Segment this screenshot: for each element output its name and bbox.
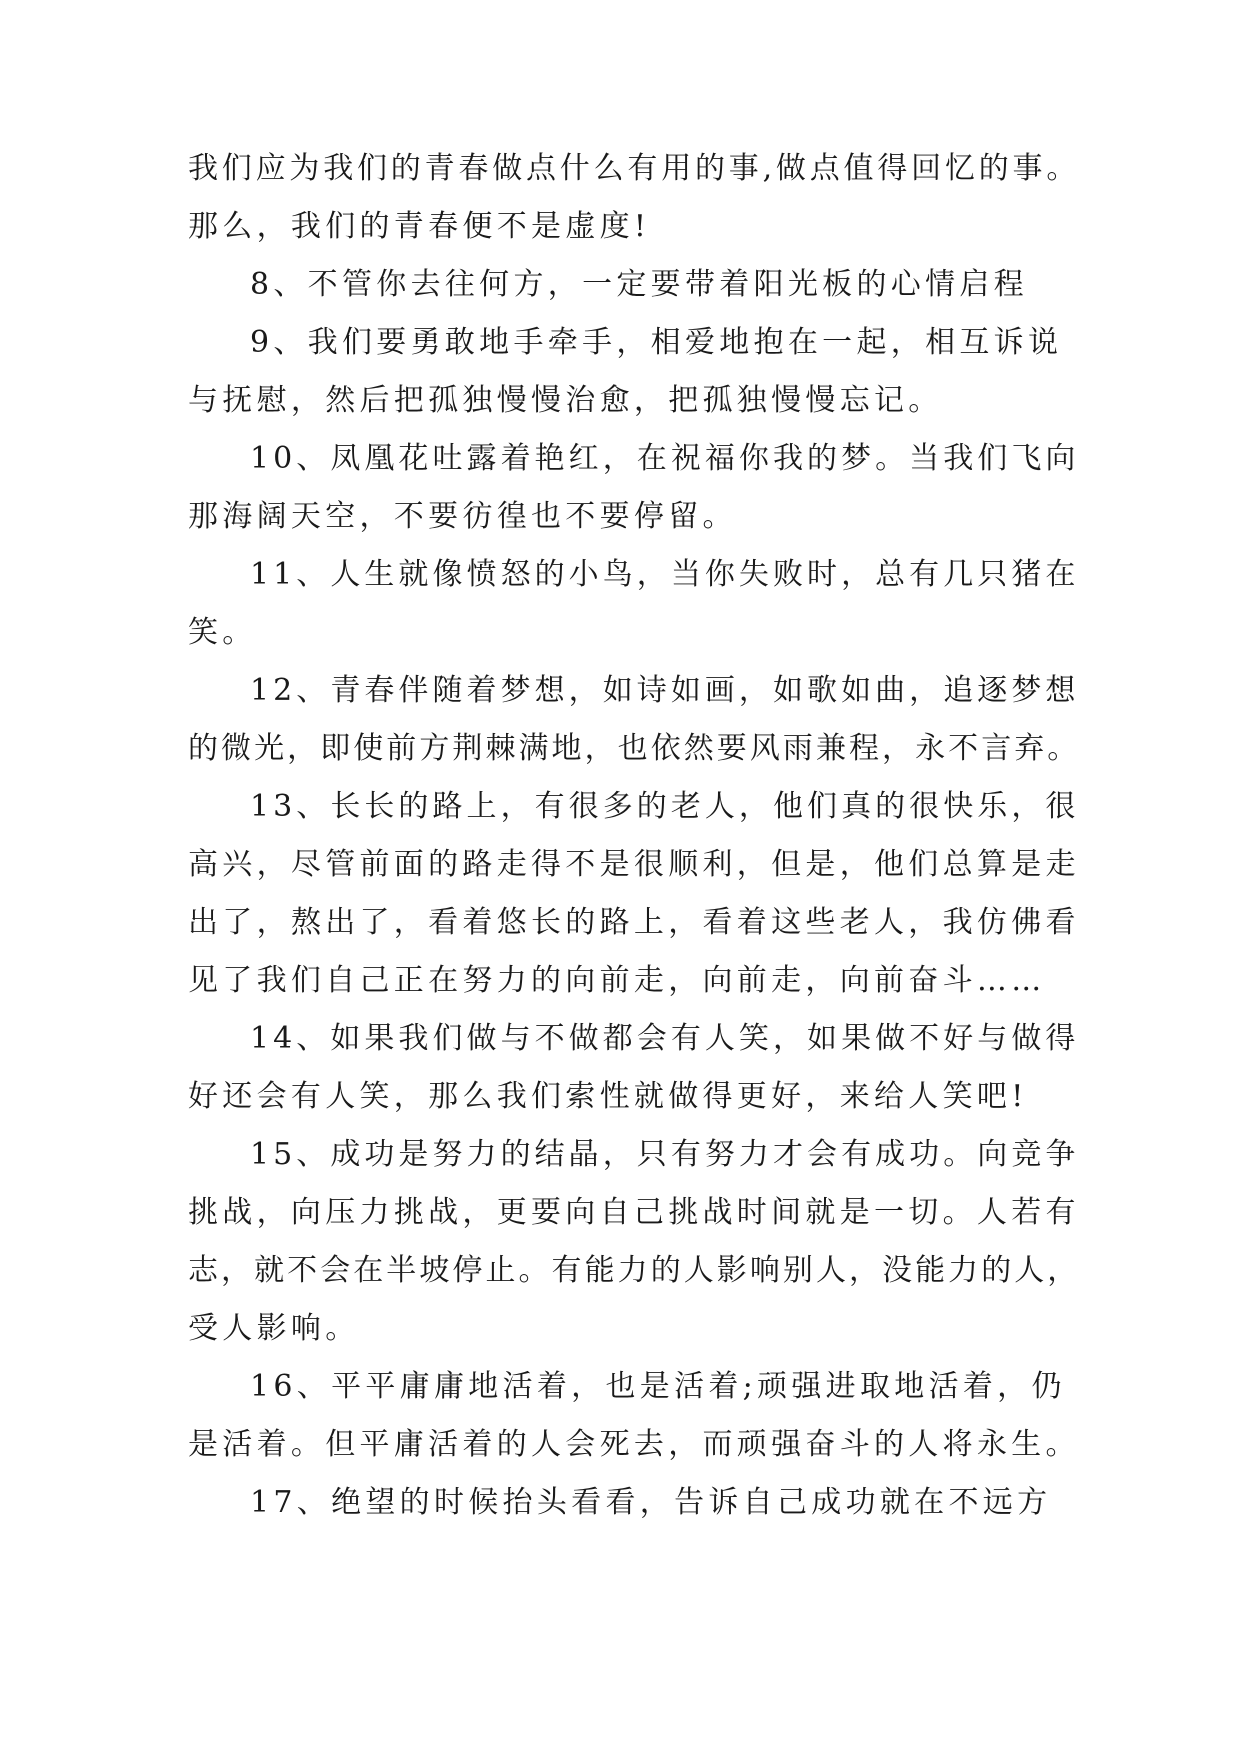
text-line: 好还会有人笑，那么我们索性就做得更好，来给人笑吧! <box>188 1079 1028 1114</box>
text-line: 8、不管你去往何方，一定要带着阳光板的心情启程 <box>250 267 1028 302</box>
text-line: 15、成功是努力的结晶，只有努力才会有成功。向竞争 <box>250 1137 1080 1172</box>
text-line: 我们应为我们的青春做点什么有用的事,做点值得回忆的事。 <box>188 151 1081 186</box>
text-line: 16、平平庸庸地活着，也是活着;顽强进取地活着，仍 <box>250 1369 1066 1404</box>
text-line: 的微光，即使前方荆棘满地，也依然要风雨兼程，永不言弃。 <box>188 731 1081 766</box>
text-line: 那么，我们的青春便不是虚度! <box>188 209 651 244</box>
text-line: 出了，熬出了，看着悠长的路上，看着这些老人，我仿佛看 <box>188 905 1080 940</box>
text-line: 笑。 <box>188 615 257 650</box>
text-line: 挑战，向压力挑战，更要向自己挑战时间就是一切。人若有 <box>188 1195 1080 1230</box>
text-line: 14、如果我们做与不做都会有人笑，如果做不好与做得 <box>250 1021 1080 1056</box>
text-line: 见了我们自己正在努力的向前走，向前走，向前奋斗…… <box>188 963 1046 998</box>
text-line: 12、青春伴随着梦想，如诗如画，如歌如曲，追逐梦想 <box>250 673 1080 708</box>
text-line: 高兴，尽管前面的路走得不是很顺利，但是，他们总算是走 <box>188 847 1080 882</box>
text-line: 17、绝望的时候抬头看看，告诉自己成功就在不远方 <box>250 1485 1052 1520</box>
text-line: 11、人生就像愤怒的小鸟，当你失败时，总有几只猪在 <box>250 557 1080 592</box>
text-line: 受人影响。 <box>188 1311 360 1346</box>
text-line: 10、凤凰花吐露着艳红，在祝福你我的梦。当我们飞向 <box>250 441 1080 476</box>
text-line: 与抚慰，然后把孤独慢慢治愈，把孤独慢慢忘记。 <box>188 383 943 418</box>
text-line: 那海阔天空，不要彷徨也不要停留。 <box>188 499 737 534</box>
text-line: 志，就不会在半坡停止。有能力的人影响别人，没能力的人， <box>188 1253 1081 1288</box>
text-line: 9、我们要勇敢地手牵手，相爱地抱在一起，相互诉说 <box>250 325 1063 360</box>
text-line: 是活着。但平庸活着的人会死去，而顽强奋斗的人将永生。 <box>188 1427 1080 1462</box>
text-line: 13、长长的路上，有很多的老人，他们真的很快乐，很 <box>250 789 1080 824</box>
